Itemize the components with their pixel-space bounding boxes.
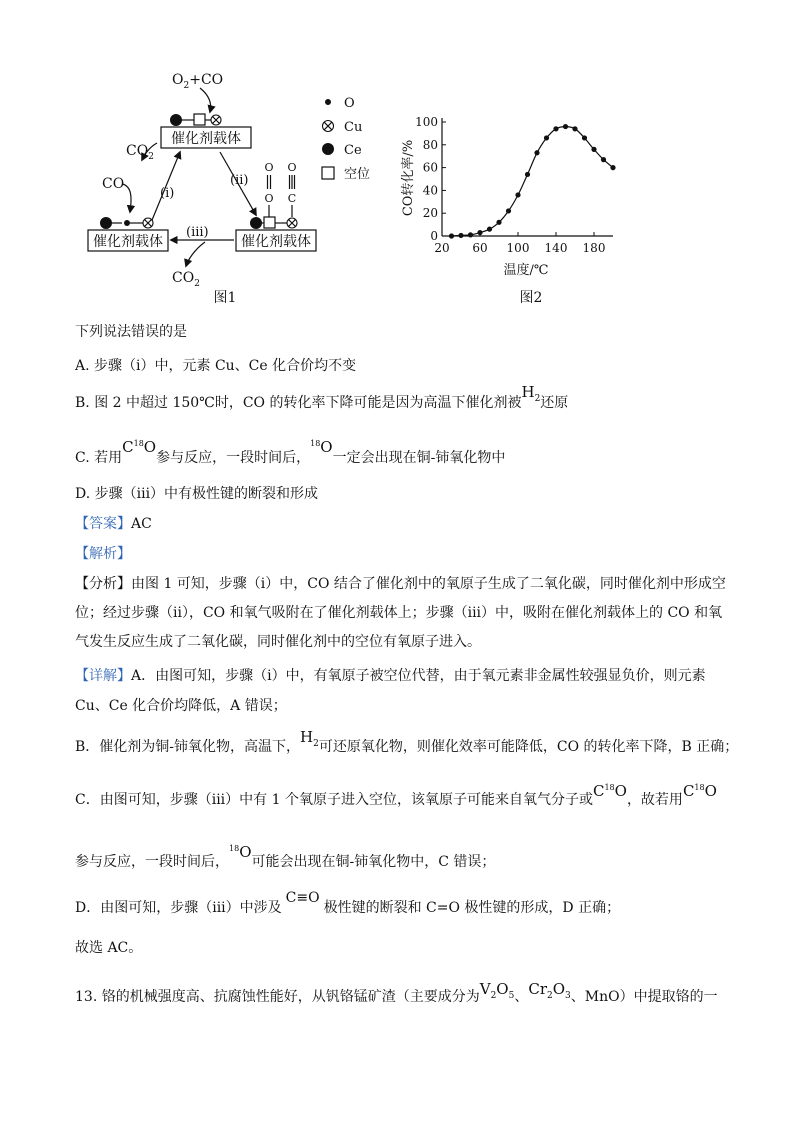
co-left-label: CO: [102, 176, 125, 192]
question-13: 13. 铬的机械强度高、抗腐蚀性能好，从钒铬锰矿渣（主要成分为$V_2O_5$、$Cr_2O_3$、MnO）中提取铬的一: [75, 980, 718, 1005]
chart-point: [506, 208, 511, 213]
answer-line: 【答案】AC: [75, 516, 152, 532]
catalyst-label-top: 催化剂载体: [171, 131, 241, 147]
chart-curve: [452, 127, 614, 236]
formula-h2-b: $H_2$: [300, 728, 319, 749]
ce-atom-top: [170, 114, 182, 126]
chart-xlabel: 温度/℃: [503, 263, 549, 278]
chart-y-tick-label: 40: [422, 183, 438, 198]
fenxi-line-2: 位；经过步骤（ii），CO 和氧气吸附在了催化剂载体上；步骤（iii）中，吸附在催化剂载体上的 CO 和氧: [75, 605, 723, 621]
legend-ce-label: Ce: [344, 143, 362, 158]
formula-cr2o3: $Cr_2O_3$: [528, 980, 571, 1001]
o2-co-arrow: [200, 88, 211, 112]
legend-cu-label: Cu: [344, 120, 363, 135]
chart-point: [544, 135, 549, 140]
chart-point: [496, 220, 501, 225]
chart-point: [525, 172, 530, 177]
chart-y-tick-label: 80: [422, 137, 438, 152]
chart-point: [515, 192, 520, 197]
ce-atom-left: [100, 217, 112, 229]
conclusion: 故选 AC。: [75, 940, 143, 956]
chart-point: [591, 147, 596, 152]
step-iii-label: (iii): [186, 225, 209, 240]
formula-triple-bond: C≡O: [285, 890, 320, 906]
figure1-caption: 图1: [213, 290, 237, 306]
chart-x-tick-label: 60: [472, 241, 488, 255]
chart-point: [572, 126, 577, 131]
option-b: B. 图 2 中超过 150℃时，CO 的转化率下降可能是因为高温下催化剂被$H_2$还原: [75, 383, 569, 411]
xiangjie-c-line-2: 参与反应，一段时间后，$^{18}$O可能会出现在铜-铈氧化物中，C 错误；: [75, 843, 496, 870]
figure1-diagram: [60, 60, 400, 315]
chart-y-tick-label: 100: [415, 115, 438, 129]
legend-ce-symbol: [322, 143, 334, 155]
legend-o-label: O: [344, 96, 355, 111]
figure2-caption: 图2: [519, 290, 543, 306]
legend-vacancy-label: 空位: [344, 167, 371, 182]
step-ii-label: (ii): [230, 173, 249, 188]
chart-point: [601, 157, 606, 162]
question-stem: 下列说法错误的是: [75, 324, 187, 340]
chart-x-tick-label: 100: [506, 241, 530, 255]
formula-c18o: $C^{18}O$: [122, 438, 157, 456]
step-i-label: (i): [160, 186, 175, 201]
chart-y-tick-label: 0: [430, 229, 438, 243]
figure2-chart: [398, 108, 623, 308]
formula-18o-c: $^{18}$O: [229, 843, 252, 861]
legend-vacancy-symbol: [322, 167, 334, 179]
atom-o-bottom: O: [264, 192, 274, 205]
co2-bottom-label: $CO_2$: [172, 270, 200, 289]
xiangjie-b: B．催化剂为铜-铈氧化物，高温下，$H_2$可还原氧化物，则催化效率可能降低，CO 的转化率下降，B 正确；: [75, 728, 739, 755]
co2-bottom-arrow: [186, 242, 205, 266]
formula-c18o-c2: $C^{18}O$: [682, 782, 717, 800]
option-d: D. 步骤（iii）中有极性键的断裂和形成: [75, 486, 319, 502]
analysis-label: 【解析】: [75, 546, 131, 562]
option-a: A. 步骤（i）中，元素 Cu、Ce 化合价均不变: [75, 358, 357, 374]
chart-x-tick-label: 20: [434, 241, 450, 255]
formula-18o: $^{18}$O: [310, 438, 333, 456]
formula-h2: $H_2$: [521, 383, 541, 404]
vacancy-right: [264, 217, 275, 228]
xiangjie-c-line-1: C．由图可知，步骤（iii）中有 1 个氧原子进入空位，该氧原子可能来自氧气分子或$C^{18}O$，故若用$C^{18}O$: [75, 782, 717, 808]
chart-point: [487, 227, 492, 232]
chart-y-tick-label: 60: [422, 160, 438, 175]
xiangjie-d: D．由图可知，步骤（iii）中涉及C≡O极性键的断裂和 C=O 极性键的形成，D 正确；: [75, 890, 621, 916]
co2-left-label: $CO_2$: [126, 143, 154, 162]
o-atom-left: [124, 220, 130, 226]
chart-ylabel: CO转化率/%: [401, 139, 416, 217]
fenxi-line-1: 【分析】由图 1 可知，步骤（i）中，CO 结合了催化剂中的氧原子生成了二氧化碳，同时催化剂中形成空: [75, 576, 726, 592]
chart-point: [553, 126, 558, 131]
chart-x-tick-label: 180: [582, 241, 606, 255]
chart-point: [610, 165, 615, 170]
catalyst-label-right: 催化剂载体: [241, 234, 311, 250]
chart-x-tick-label: 140: [544, 241, 568, 255]
formula-v2o5: $V_2O_5$: [479, 980, 515, 1001]
chart-point: [534, 150, 539, 155]
chart-point: [582, 135, 587, 140]
catalyst-label-left: 催化剂载体: [93, 234, 163, 250]
xiangjie-a-line-1: 【详解】A．由图可知，步骤（i）中，有氧原子被空位代替，由于氧元素非金属性较强显负价，则元素: [75, 668, 706, 684]
chart-y-tick-label: 20: [422, 206, 438, 221]
legend-o-symbol: [325, 99, 331, 105]
chart-point: [458, 233, 463, 238]
chart-point: [477, 230, 482, 235]
atom-c: C: [287, 192, 297, 205]
o2-co-label: $O_2+CO$: [172, 72, 224, 91]
vacancy-top: [194, 114, 205, 125]
option-c: C. 若用$C^{18}O$参与反应，一段时间后，$^{18}$O一定会出现在铜-铈氧化物中: [75, 438, 506, 466]
chart-point: [449, 233, 454, 238]
atom-o-top-left: O: [264, 161, 274, 174]
ce-atom-right: [250, 217, 262, 229]
atom-o-top-right: O: [287, 161, 297, 174]
formula-c18o-c1: $C^{18}O$: [592, 782, 627, 800]
chart-point: [563, 124, 568, 129]
chart-point: [468, 232, 473, 237]
xiangjie-a-line-2: Cu、Ce 化合价均降低，A 错误；: [75, 698, 287, 714]
fenxi-line-3: 气发生反应生成了二氧化碳，同时催化剂中的空位有氧原子进入。: [75, 634, 481, 650]
